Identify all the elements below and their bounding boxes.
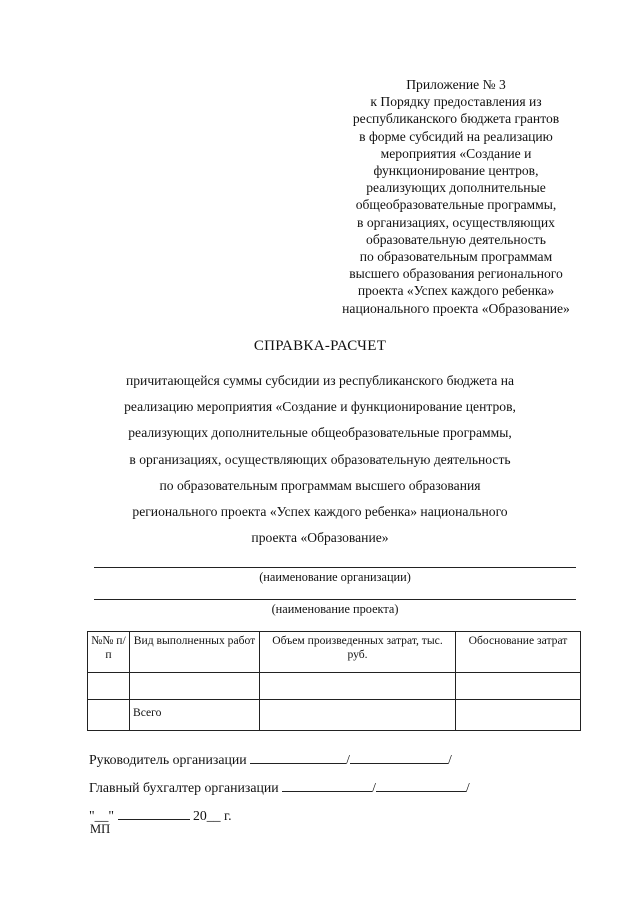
appendix-line: к Порядку предоставления из	[370, 94, 542, 110]
table-cell[interactable]	[456, 700, 581, 731]
appendix-line: мероприятия «Создание и	[380, 145, 532, 161]
accountant-signature-line: Главный бухгалтер организации / /	[89, 777, 470, 796]
table-cell[interactable]	[88, 700, 130, 731]
project-name-line[interactable]	[94, 599, 576, 600]
date-month-blank[interactable]	[118, 805, 190, 820]
col-header-work-type: Вид выполненных работ	[130, 632, 260, 673]
accountant-signature-blank[interactable]	[282, 777, 372, 792]
appendix-line: общеобразовательные программы,	[355, 197, 557, 213]
head-name-blank[interactable]	[350, 749, 448, 764]
head-signature-line: Руководитель организации / /	[89, 749, 452, 768]
purpose-line: реализующих дополнительные общеобразовательные программы,	[128, 425, 512, 441]
appendix-line: в организациях, осуществляющих	[357, 214, 555, 230]
col-header-justification: Обоснование затрат	[456, 632, 581, 673]
table-cell[interactable]	[260, 673, 456, 700]
appendix-line: функционирование центров,	[373, 163, 539, 179]
purpose-line: проекта «Образование»	[251, 530, 389, 546]
cost-table	[87, 631, 581, 731]
appendix-line: образовательную деятельность	[366, 231, 546, 247]
appendix-line: высшего образования регионального	[349, 266, 563, 282]
date-line	[89, 805, 232, 824]
appendix-line: республиканского бюджета грантов	[352, 111, 560, 127]
purpose-line: по образовательным программам высшего образования	[159, 477, 481, 493]
head-signature-blank[interactable]	[250, 749, 346, 764]
appendix-line: Приложение № 3	[406, 77, 506, 92]
organization-name-caption: (наименование организации)	[259, 570, 411, 584]
table-cell[interactable]	[260, 700, 456, 731]
purpose-text	[60, 368, 580, 551]
total-label: Всего	[130, 700, 260, 731]
table-cell[interactable]	[88, 673, 130, 700]
document-title: СПРАВКА-РАСЧЕТ	[253, 338, 387, 354]
appendix-line: в форме субсидий на реализацию	[359, 128, 553, 144]
appendix-header	[310, 76, 602, 317]
purpose-line: в организациях, осуществляющих образовательную деятельность	[129, 451, 511, 467]
appendix-line: по образовательным программам	[359, 249, 553, 265]
table-cell[interactable]	[456, 673, 581, 700]
col-header-number: №№ п/п	[88, 632, 130, 673]
table-header-row	[88, 632, 581, 673]
head-signature-label: Руководитель организации	[89, 752, 247, 767]
stamp-label: МП	[90, 822, 111, 836]
accountant-name-blank[interactable]	[376, 777, 466, 792]
date-day: "__"	[89, 808, 115, 823]
purpose-line: регионального проекта «Успех каждого ребенка» национального	[132, 504, 508, 520]
project-name-caption: (наименование проекта)	[271, 602, 399, 616]
appendix-line: проекта «Успех каждого ребенка»	[357, 283, 555, 299]
purpose-line: причитающейся суммы субсидии из республиканского бюджета на	[125, 373, 515, 388]
col-header-cost-volume: Объем произведенных затрат, тыс. руб.	[260, 632, 456, 673]
date-year: 20__ г.	[192, 808, 232, 823]
table-cell[interactable]	[130, 673, 260, 700]
appendix-line: реализующих дополнительные	[366, 180, 546, 196]
purpose-line: реализацию мероприятия «Создание и функционирование центров,	[124, 399, 516, 415]
table-row	[88, 673, 581, 700]
accountant-signature-label: Главный бухгалтер организации	[89, 780, 279, 795]
appendix-line: национального проекта «Образование»	[342, 300, 570, 316]
table-total-row	[88, 700, 581, 731]
organization-name-line[interactable]	[94, 567, 576, 568]
